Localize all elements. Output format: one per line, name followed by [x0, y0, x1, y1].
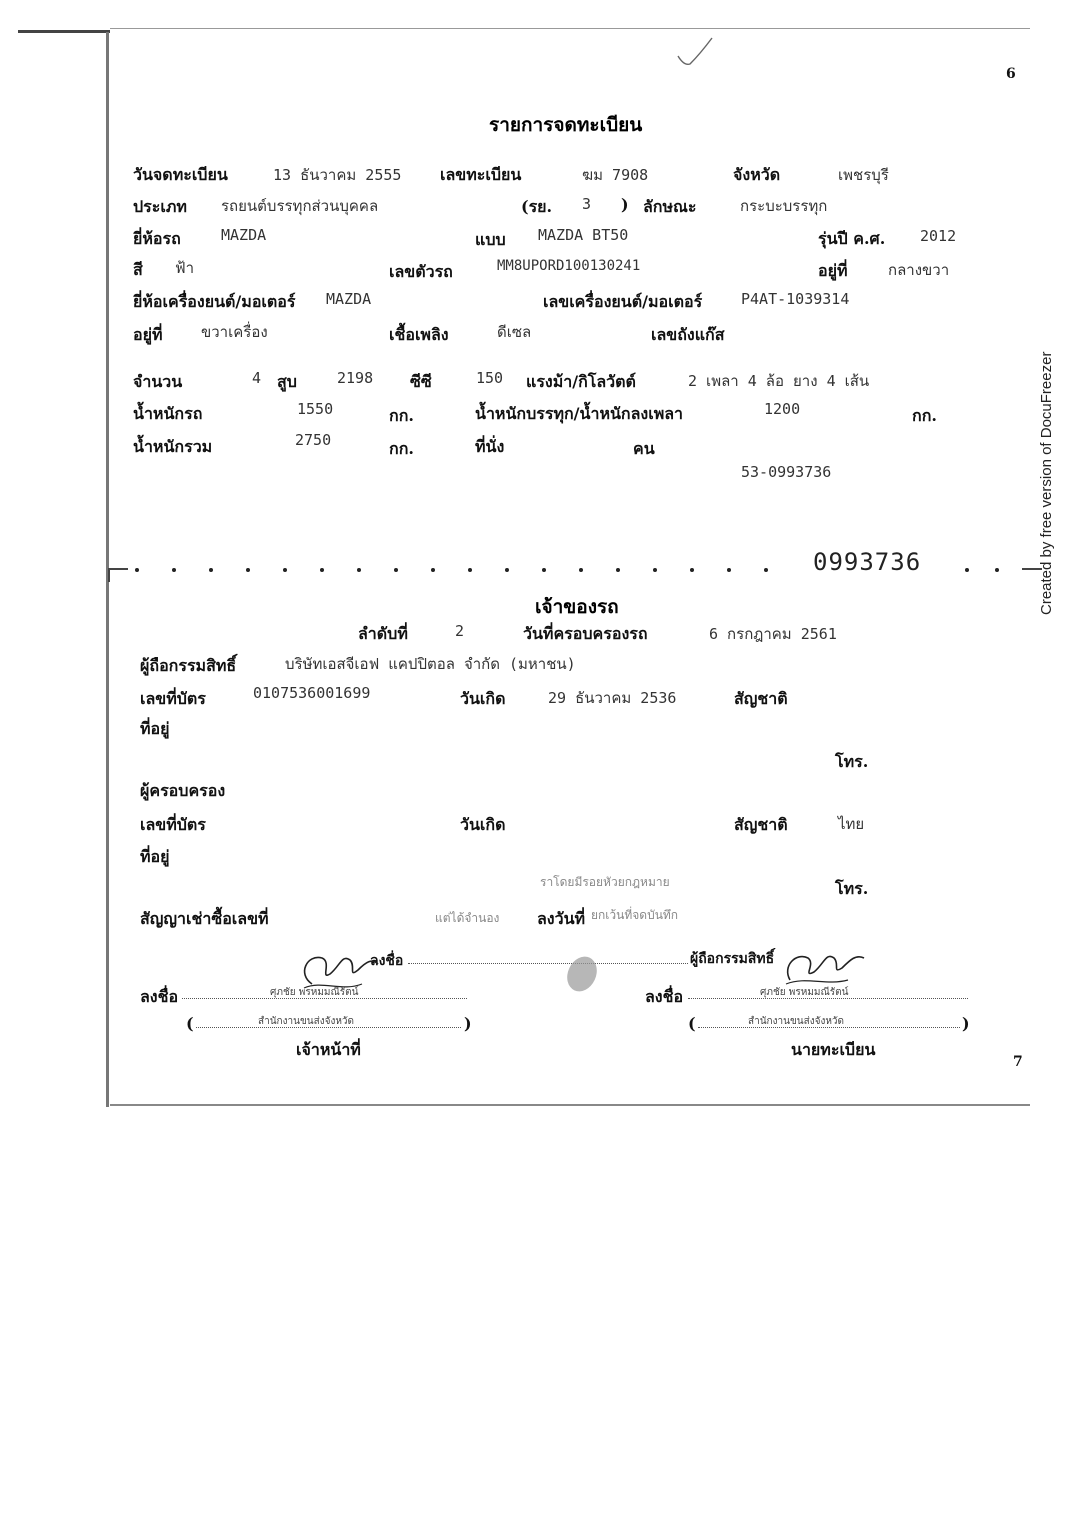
possessor-label: ผู้ครอบครอง	[140, 781, 226, 800]
perforation-dot	[579, 568, 583, 572]
reg-date-value: 13 ธันวาคม 2555	[273, 166, 402, 184]
style-label: ลักษณะ	[643, 197, 697, 216]
frame-top-line	[110, 28, 1030, 29]
perforation-dot	[246, 568, 250, 572]
frame-bottom-line	[110, 1104, 1030, 1106]
perforation-left-bracket	[108, 568, 128, 570]
rs-close: )	[621, 195, 629, 214]
possessor-nationality-label: สัญชาติ	[734, 815, 788, 834]
perforation-dot	[995, 568, 999, 572]
serial-large: 0993736	[813, 548, 922, 576]
cylinders-unit: สูบ	[277, 372, 297, 391]
model-value: MAZDA BT50	[538, 226, 629, 244]
load-value: 1200	[764, 400, 801, 418]
phone-label: โทร.	[835, 752, 869, 771]
page-number-bottom: 7	[1013, 1054, 1023, 1070]
engine-no-label: เลขเครื่องยนต์/มอเตอร์	[543, 292, 703, 311]
possessor-dob-label: วันเกิด	[460, 815, 506, 834]
perforation-dot	[764, 568, 768, 572]
chassis-location-label: อยู่ที่	[818, 261, 848, 280]
possession-date-value: 6 กรกฎาคม 2561	[709, 625, 837, 643]
dob-label: วันเกิด	[460, 689, 506, 708]
province-value: เพชรบุรี	[838, 166, 889, 184]
cylinders-value: 4	[252, 369, 262, 387]
nationality-label: สัญชาติ	[734, 689, 788, 708]
perforation-dot	[505, 568, 509, 572]
weight-value: 1550	[297, 400, 334, 418]
serial-small: 53-0993736	[741, 463, 832, 481]
rs-value: 3	[582, 195, 592, 213]
officer-role: เจ้าหน้าที่	[296, 1040, 361, 1059]
cc-label: ซีซี	[410, 372, 432, 391]
perforation-left-bracket-vert	[108, 568, 110, 582]
holder-value: บริษัทเอสจีเอฟ แคปปิตอล จำกัด (มหาชน)	[285, 655, 576, 673]
perforation-dot	[965, 568, 969, 572]
gas-tank-label: เลขถังแก๊ส	[651, 325, 725, 344]
axle-description: 2 เพลา 4 ล้อ ยาง 4 เส้น	[688, 372, 870, 390]
sign-label-top: ลงชื่อ	[370, 953, 404, 969]
perforation-dot	[542, 568, 546, 572]
left-close-paren: )	[464, 1014, 472, 1033]
registrar-signature-icon	[780, 940, 870, 990]
order-label: ลำดับที่	[358, 624, 408, 643]
possessor-id-label: เลขที่บัตร	[140, 815, 206, 834]
possessor-address-label: ที่อยู่	[140, 847, 170, 866]
faint-stamp-text: ราโดยมีรอยหัวยกฎหมาย	[540, 875, 670, 889]
perforation-dot	[616, 568, 620, 572]
seats-unit: คน	[633, 439, 655, 458]
contract-date-label: ลงวันที่	[537, 909, 586, 928]
faint-mortgage-text: แต่ได้จำนอง	[435, 911, 500, 925]
perforation-dot	[727, 568, 731, 572]
perforation-dot	[172, 568, 176, 572]
holder-label: ผู้ถือกรรมสิทธิ์	[140, 656, 237, 675]
right-signer-name: ศุภชัย พรหมมณีรัตน์	[760, 987, 849, 998]
reg-date-label: วันจดทะเบียน	[133, 165, 228, 184]
engine-location-label: อยู่ที่	[133, 325, 163, 344]
color-label: สี	[133, 260, 143, 279]
year-value: 2012	[920, 227, 957, 245]
type-value: รถยนต์บรรทุกส่วนบุคคล	[221, 197, 379, 215]
color-value: ฟ้า	[175, 259, 195, 277]
right-open-paren: (	[688, 1014, 696, 1033]
order-value: 2	[455, 622, 465, 640]
plate-label: เลขทะเบียน	[440, 165, 522, 184]
possessor-nationality-value: ไทย	[838, 815, 865, 833]
perforation-dot	[468, 568, 472, 572]
count-label: จำนวน	[133, 372, 183, 391]
weight-unit: กก.	[389, 406, 414, 425]
fuel-value: ดีเซล	[497, 323, 532, 341]
perforation-dot	[283, 568, 287, 572]
style-value: กระบะบรรทุก	[740, 197, 828, 215]
brand-value: MAZDA	[221, 226, 267, 244]
engine-brand-value: MAZDA	[326, 290, 372, 308]
load-label: น้ำหนักบรรทุก/น้ำหนักลงเพลา	[475, 404, 684, 423]
right-office: สำนักงานขนส่งจังหวัด	[748, 1016, 845, 1027]
chassis-value: MM8UPORD100130241	[497, 258, 641, 274]
cc-value: 2198	[337, 369, 374, 387]
engine-location-value: ขวาเครื่อง	[201, 323, 268, 341]
frame-top-left-line	[18, 30, 110, 33]
registration-title: รายการจดทะเบียน	[489, 114, 643, 136]
chassis-location-value: กลางขวา	[888, 261, 950, 279]
dob-value: 29 ธันวาคม 2536	[548, 689, 677, 707]
check-mark-icon	[676, 36, 716, 70]
top-signature-line	[408, 963, 688, 964]
id-number-label: เลขที่บัตร	[140, 689, 206, 708]
holder-signature-label: ผู้ถือกรรมสิทธิ์	[690, 951, 775, 967]
hp-label: แรงม้า/กิโลวัตต์	[526, 372, 636, 391]
chassis-label: เลขตัวรถ	[389, 262, 453, 281]
type-label: ประเภท	[133, 197, 187, 216]
weight-label: น้ำหนักรถ	[133, 404, 203, 423]
left-open-paren: (	[186, 1014, 194, 1033]
province-label: จังหวัด	[733, 165, 781, 184]
perforation-dot	[135, 568, 139, 572]
perforation-dot	[431, 568, 435, 572]
contract-label: สัญญาเช่าซื้อเลขที่	[140, 909, 269, 928]
year-label: รุ่นปี ค.ศ.	[818, 229, 886, 248]
perforation-dot	[357, 568, 361, 572]
left-office: สำนักงานขนส่งจังหวัด	[258, 1016, 355, 1027]
perforation-dot	[209, 568, 213, 572]
page-number-top: 6	[1006, 66, 1016, 82]
perforation-dot	[394, 568, 398, 572]
right-close-paren: )	[962, 1014, 970, 1033]
plate-value: ฆม 7908	[582, 166, 649, 184]
possession-date-label: วันที่ครอบครองรถ	[523, 624, 648, 643]
fuel-label: เชื้อเพลิง	[389, 325, 449, 344]
rs-label: (รย.	[521, 197, 553, 216]
faint-note-text: ยกเว้นที่จดบันทึก	[591, 908, 679, 922]
engine-no-value: P4AT-1039314	[741, 290, 850, 308]
docufreezer-watermark: Created by free version of DocuFreezer	[1038, 351, 1055, 615]
left-signer-name: ศุภชัย พรหมมณีรัตน์	[270, 987, 359, 998]
owner-title: เจ้าของรถ	[535, 596, 619, 618]
total-weight-label: น้ำหนักรวม	[133, 437, 213, 456]
total-weight-value: 2750	[295, 431, 332, 449]
brand-label: ยี่ห้อรถ	[133, 229, 181, 248]
id-number-value: 0107536001699	[253, 684, 371, 702]
right-sign-label: ลงชื่อ	[645, 987, 684, 1006]
load-unit: กก.	[912, 406, 937, 425]
possessor-phone-label: โทร.	[835, 879, 869, 898]
perforation-dot	[653, 568, 657, 572]
seats-label: ที่นั่ง	[475, 437, 505, 456]
address-label: ที่อยู่	[140, 719, 170, 738]
perforation-dot	[690, 568, 694, 572]
perforation-dot	[320, 568, 324, 572]
seal-smudge-icon	[560, 952, 604, 996]
total-weight-unit: กก.	[389, 439, 414, 458]
model-label: แบบ	[475, 230, 506, 249]
left-sign-label: ลงชื่อ	[140, 987, 179, 1006]
registrar-role: นายทะเบียน	[791, 1040, 876, 1059]
hp-value: 150	[476, 369, 504, 387]
engine-brand-label: ยี่ห้อเครื่องยนต์/มอเตอร์	[133, 292, 296, 311]
